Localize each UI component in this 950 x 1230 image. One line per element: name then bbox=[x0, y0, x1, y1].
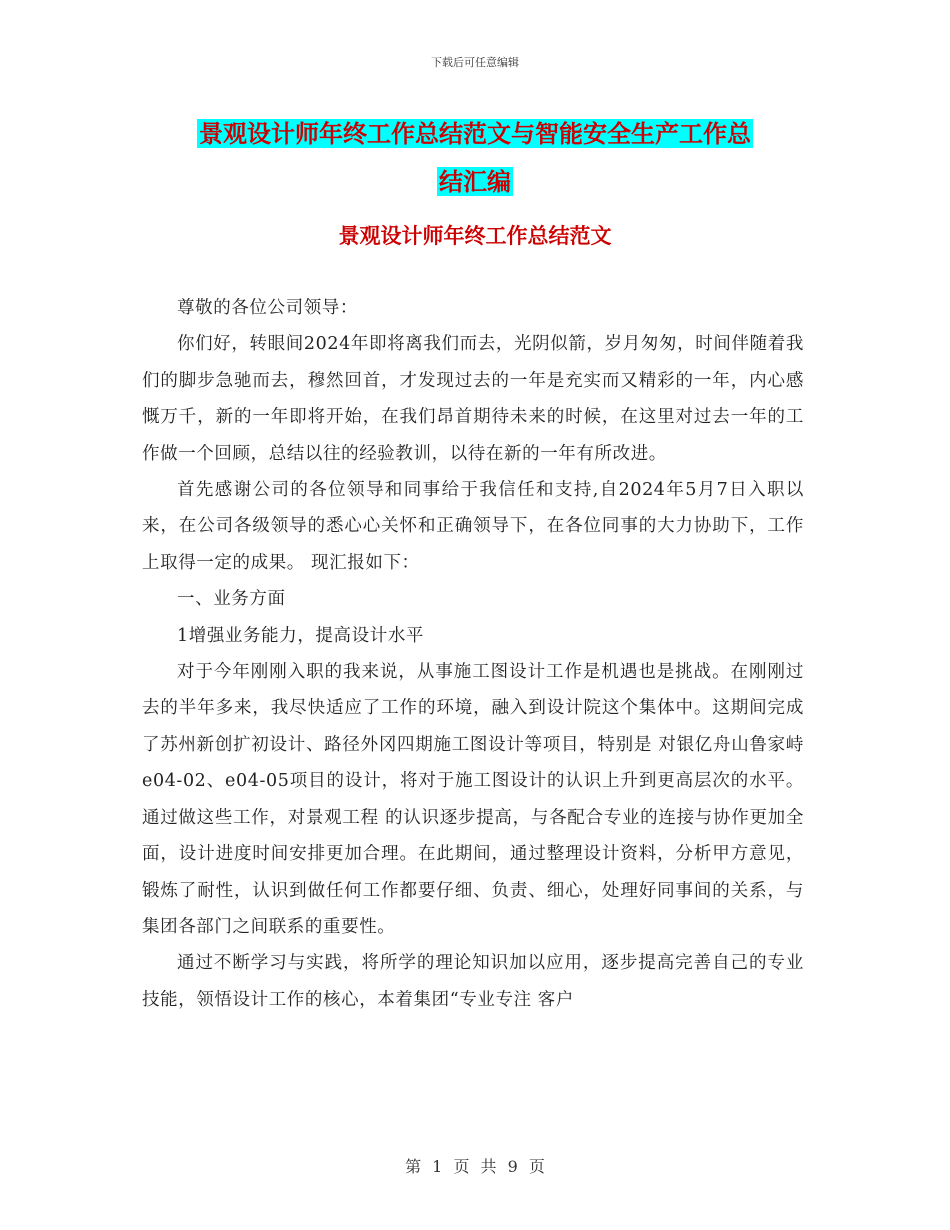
body-paragraph: 你们好，转眼间2024年即将离我们而去，光阴似箭，岁月匆匆，时间伴随着我们的脚步急驰而去，穆然回首，才发现过去的一年是充实而又精彩的一年，内心感慨万千，新的一年即将开始，在我们昂首期待未来的时候，在这里对过去一年的工作做一个回顾，总结以往的经验教训，以待在新的一年有所改进。 bbox=[142, 334, 804, 464]
header-note: 下载后可任意编辑 bbox=[431, 56, 519, 69]
document-title-line-2: 结汇编 bbox=[439, 167, 511, 196]
body-paragraph: 首先感谢公司的各位领导和同事给于我信任和支持,自2024年5月7日入职以来，在公司各级领导的悉心心关怀和正确领导下，在各位同事的大力协助下，工作上取得一定的成果。 现汇报如下： bbox=[142, 480, 804, 573]
document-title-line-1: 景观设计师年终工作总结范文与智能安全生产工作总 bbox=[199, 119, 751, 148]
salutation-paragraph: 尊敬的各位公司领导： bbox=[177, 298, 358, 318]
body-text bbox=[142, 290, 804, 1018]
body-paragraph: 对于今年刚刚入职的我来说，从事施工图设计工作是机遇也是挑战。在刚刚过去的半年多来，我尽快适应了工作的环境，融入到设计院这个集体中。这期间完成了苏州新创扩初设计、路径外冈四期施工图设计等项目，特别是 对银亿舟山鲁家峙e04-02、e04-05项目的设计，将对于施工图设计的认识上升到更高层次的水平。通过做这些工作，对景观工程 的认识逐步提高，与各配合专业的连接与协作更加全面，设计进度时间安排更加合理。在此期间，通过整理设计资料，分析甲方意见，锻炼了耐性，认识到做任何工作都要仔细、负责、细心，处理好同事间的关系，与集团各部门之间联系的重要性。 bbox=[142, 662, 804, 937]
page-footer: 第 1 页 共 9 页 bbox=[405, 1157, 545, 1176]
subheading-paragraph: 1增强业务能力，提高设计水平 bbox=[177, 625, 425, 646]
section-title: 景观设计师年终工作总结范文 bbox=[338, 223, 612, 248]
document-title bbox=[140, 110, 810, 206]
heading-paragraph: 一、业务方面 bbox=[177, 589, 286, 610]
body-paragraph: 通过不断学习与实践，将所学的理论知识加以应用，逐步提高完善自己的专业技能，领悟设计工作的核心，本着集团“专业专注 客户 bbox=[142, 953, 804, 1010]
